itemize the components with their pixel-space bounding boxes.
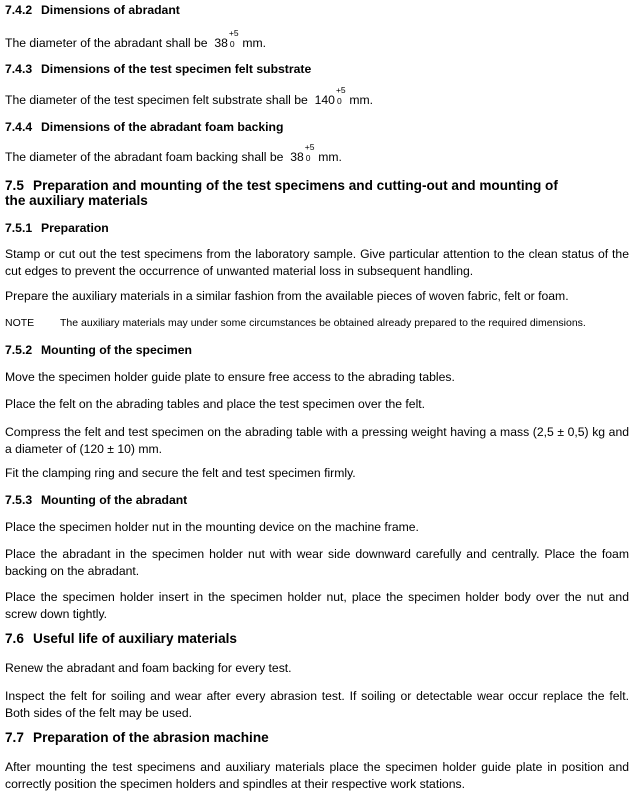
paragraph-place-felt: Place the felt on the abrading tables and place the test specimen over the felt. xyxy=(5,397,426,411)
heading-7-4-2 xyxy=(5,3,629,17)
section-number: 7.4.2 xyxy=(5,3,33,17)
tolerance-upper: +5 xyxy=(228,28,239,38)
paragraph-abradant-diameter xyxy=(5,28,629,52)
paragraph-foam-diameter xyxy=(5,142,629,166)
tolerance-lower: 0 xyxy=(305,153,311,163)
tolerance xyxy=(228,28,239,49)
tolerance-lower: 0 xyxy=(336,96,342,106)
heading-7-5-3 xyxy=(5,493,629,507)
paragraph-felt-diameter xyxy=(5,85,629,109)
paragraph-compress: Compress the felt and test specimen on the abrading table with a pressing weight having a mass (2,5 ± 0,5) kg and a diameter of (120 ± 10) mm. xyxy=(5,425,629,456)
section-title: Mounting of the specimen xyxy=(41,343,192,357)
section-title: Dimensions of the abradant foam backing xyxy=(41,120,284,134)
unit: mm. xyxy=(318,150,342,164)
heading-7-7 xyxy=(5,730,629,745)
heading-7-4-3 xyxy=(5,62,629,76)
section-number: 7.4.3 xyxy=(5,62,33,76)
paragraph-stamp: Stamp or cut out the test specimens from the laboratory sample. Give particular attention to the clean status of the cut edges to prevent the occurrence of unwanted material loss in subsequent handling. xyxy=(5,247,629,278)
section-title: Preparation of the abrasion machine xyxy=(33,730,269,745)
paragraph-auxiliary: Prepare the auxiliary materials in a similar fashion from the available pieces of woven fabric, felt or foam. xyxy=(5,289,569,303)
section-number: 7.6 xyxy=(5,631,24,646)
section-title: Dimensions of abradant xyxy=(41,3,180,17)
tolerance xyxy=(304,142,315,163)
dimension-value: 140 xyxy=(314,93,335,107)
unit: mm. xyxy=(242,36,267,50)
heading-7-5-1 xyxy=(5,221,629,235)
heading-7-4-4 xyxy=(5,120,629,134)
section-title-line2: the auxiliary materials xyxy=(5,193,148,208)
section-number: 7.5.3 xyxy=(5,493,33,507)
paragraph-place-abradant: Place the abradant in the specimen holder nut with wear side downward carefully and centrally. Place the foam backing on the abradant. xyxy=(5,547,629,578)
section-title: Useful life of auxiliary materials xyxy=(33,631,237,646)
section-title: Dimensions of the test specimen felt substrate xyxy=(41,62,312,76)
paragraph-text: The diameter of the test specimen felt substrate shall be xyxy=(5,93,308,107)
paragraph-text: The diameter of the abradant shall be xyxy=(5,36,208,50)
dimension-value: 38 xyxy=(290,150,304,164)
heading-7-6 xyxy=(5,631,629,646)
section-number: 7.5.2 xyxy=(5,343,33,357)
unit: mm. xyxy=(349,93,374,107)
paragraph-holder-nut: Place the specimen holder nut in the mounting device on the machine frame. xyxy=(5,520,419,534)
section-number: 7.4.4 xyxy=(5,120,33,134)
dimension-value: 38 xyxy=(214,36,228,50)
paragraph-renew: Renew the abradant and foam backing for every test. xyxy=(5,661,292,675)
paragraph-inspect-felt: Inspect the felt for soiling and wear after every abrasion test. If soiling or detectable wear occur replace the felt. Both sides of the felt may be used. xyxy=(5,689,629,720)
section-number: 7.5 xyxy=(5,178,24,193)
section-number: 7.5.1 xyxy=(5,221,33,235)
section-title: Preparation xyxy=(41,221,109,235)
note-label: NOTE xyxy=(5,317,35,329)
section-number: 7.7 xyxy=(5,730,24,745)
section-title-line1: Preparation and mounting of the test specimens and cutting-out and mounting of xyxy=(33,178,558,193)
tolerance xyxy=(335,85,346,106)
note-text: The auxiliary materials may under some circumstances be obtained already prepared to the required dimensions. xyxy=(60,317,586,329)
paragraph-after-mounting: After mounting the test specimens and auxiliary materials place the specimen holder guide plate in position and correctly position the specimen holders and spindles at their respective work stations. xyxy=(5,760,629,791)
paragraph-clamping: Fit the clamping ring and secure the felt and test specimen firmly. xyxy=(5,466,356,480)
note xyxy=(5,317,629,330)
heading-7-5 xyxy=(5,178,629,208)
tolerance-upper: +5 xyxy=(335,85,346,95)
section-title: Mounting of the abradant xyxy=(41,493,188,507)
tolerance-upper: +5 xyxy=(304,142,315,152)
paragraph-holder-insert: Place the specimen holder insert in the specimen holder nut, place the specimen holder body over the nut and screw down tightly. xyxy=(5,590,629,621)
heading-7-5-2 xyxy=(5,343,629,357)
paragraph-move-guide: Move the specimen holder guide plate to ensure free access to the abrading tables. xyxy=(5,370,455,384)
tolerance-lower: 0 xyxy=(229,39,235,49)
paragraph-text: The diameter of the abradant foam backing shall be xyxy=(5,150,284,164)
